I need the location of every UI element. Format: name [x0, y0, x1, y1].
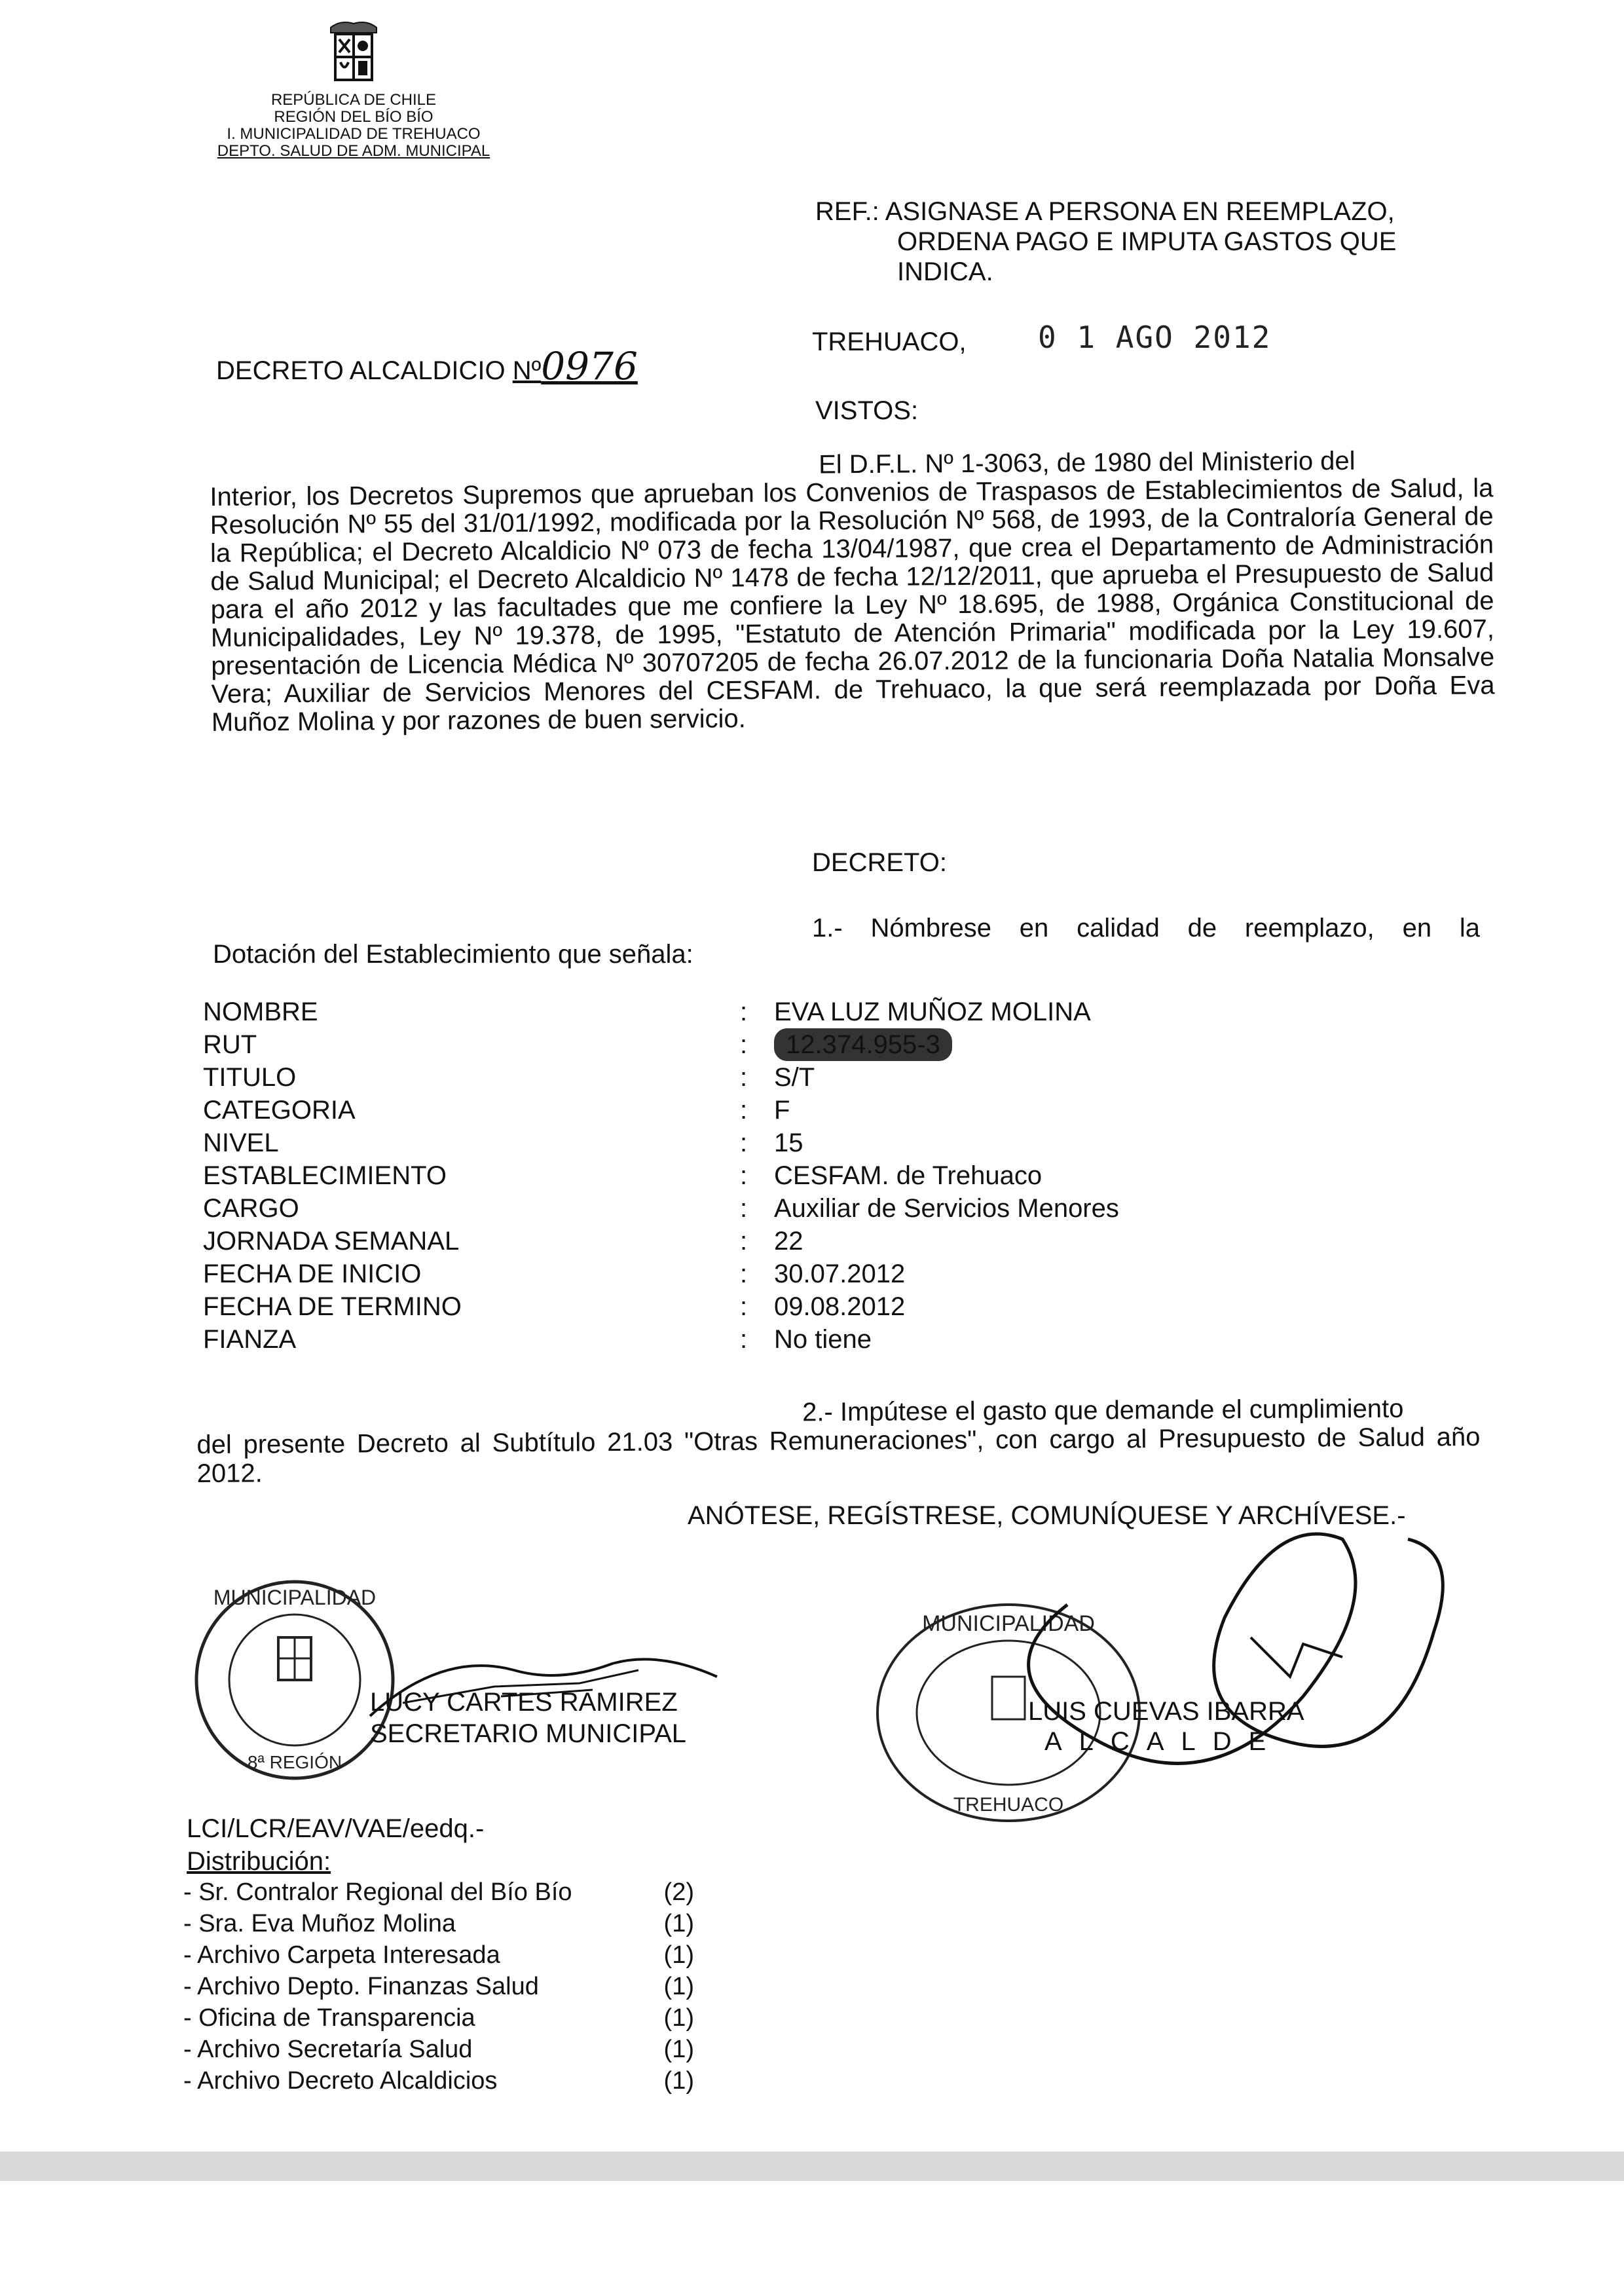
secretary-title: SECRETARIO MUNICIPAL [370, 1719, 687, 1748]
distribution-item: - Oficina de Transparencia [183, 2004, 475, 2032]
svg-text:8ª REGIÓN: 8ª REGIÓN [247, 1752, 342, 1772]
vistos-first-line: El D.F.L. Nº 1-3063, de 1980 del Ministerio del [818, 446, 1356, 479]
letterhead-line: I. MUNICIPALIDAD DE TREHUACO [227, 125, 481, 143]
field-row [203, 1159, 1218, 1192]
field-row [203, 1290, 1218, 1323]
distribution-item: - Archivo Depto. Finanzas Salud [183, 1973, 539, 2000]
field-colon: : [740, 998, 748, 1026]
mayor-block [1028, 1696, 1304, 1757]
field-value: 15 [774, 1129, 803, 1157]
field-value: 09.08.2012 [774, 1292, 906, 1321]
point-2-body: del presente Decreto al Subtítulo 21.03 "Otras Remuneraciones", con cargo al Presupuesto de Salud año 2012. [196, 1423, 1481, 1488]
list-item [183, 2002, 694, 2034]
decreto-heading: DECRETO: [812, 848, 947, 877]
svg-text:TREHUACO: TREHUACO [953, 1794, 1064, 1816]
distribution-list [183, 1876, 694, 2097]
appointment-fields [203, 996, 1218, 1356]
field-label: TITULO [203, 1063, 297, 1092]
dotacion-label: Dotación del Establecimiento que señala: [213, 940, 693, 969]
scan-edge [0, 2152, 1624, 2181]
distribution-count: (1) [663, 1910, 694, 1937]
initials: LCI/LCR/EAV/VAE/eedq.- [187, 1814, 485, 1843]
field-row [203, 1127, 1218, 1159]
distribution-item: - Archivo Secretaría Salud [183, 2036, 473, 2063]
letterhead-line: REPÚBLICA DE CHILE [270, 91, 437, 109]
field-colon: : [740, 1096, 748, 1125]
mayor-signature [884, 1526, 1486, 1840]
date-stamp: 0 1 AGO 2012 [1038, 320, 1272, 355]
letterhead [196, 92, 511, 160]
field-colon: : [740, 1161, 748, 1190]
field-label: CARGO [203, 1194, 299, 1223]
secretary-block [370, 1687, 686, 1749]
secretary-name: LUCY CARTES RAMIREZ [370, 1688, 678, 1717]
list-item [183, 2065, 694, 2097]
field-value: 22 [774, 1227, 803, 1256]
field-label: NOMBRE [203, 998, 318, 1026]
field-row [203, 1225, 1218, 1258]
field-colon: : [740, 1063, 748, 1092]
field-label: RUT [203, 1030, 257, 1059]
svg-text:MUNICIPALIDAD: MUNICIPALIDAD [922, 1611, 1095, 1636]
reference-block [815, 196, 1396, 287]
distribution-item: - Archivo Decreto Alcaldicios [183, 2067, 498, 2095]
vistos-heading: VISTOS: [815, 396, 919, 425]
field-value: Auxiliar de Servicios Menores [774, 1194, 1119, 1223]
field-label: FIANZA [203, 1325, 297, 1354]
letterhead-line: DEPTO. SALUD DE ADM. MUNICIPAL [217, 142, 490, 160]
municipal-crest-icon [321, 20, 386, 92]
field-colon: : [740, 1259, 748, 1288]
field-row [203, 1061, 1218, 1094]
field-value: No tiene [774, 1325, 872, 1354]
field-label: FECHA DE INICIO [203, 1259, 422, 1288]
field-row [203, 1192, 1218, 1225]
field-row [203, 1028, 1218, 1061]
decree-label: DECRETO ALCALDICIO [216, 356, 506, 385]
distribution-item: - Archivo Carpeta Interesada [183, 1941, 500, 1969]
field-value: CESFAM. de Trehuaco [774, 1161, 1043, 1190]
field-colon: : [740, 1129, 748, 1157]
mayor-title: ALCALDE [1044, 1727, 1283, 1756]
decree-handwritten-number: 0976 [541, 344, 638, 388]
redacted-rut: 12.374.955-3 [774, 1028, 952, 1061]
distribution-count: (1) [663, 2036, 694, 2063]
distribution-item: - Sra. Eva Muñoz Molina [183, 1910, 456, 1937]
field-colon: : [740, 1030, 748, 1059]
decree-no-label: Nº [512, 356, 542, 385]
mayor-name: LUIS CUEVAS IBARRA [1028, 1697, 1304, 1726]
letterhead-line: REGIÓN DEL BÍO BÍO [274, 108, 434, 126]
field-label: JORNADA SEMANAL [203, 1227, 460, 1256]
closing-formula: ANÓTESE, REGÍSTRESE, COMUNÍQUESE Y ARCHÍVESE.- [688, 1501, 1406, 1530]
distribution-count: (1) [663, 2067, 694, 2095]
field-value: F [774, 1096, 790, 1125]
vistos-body: Interior, los Decretos Supremos que aprueban los Convenios de Traspasos de Establecimientos de Salud, la Resolución Nº 55 del 31/01/1992, modificada por la Resolución Nº 568, de 1993, de la Contraloría General de la República; el Decreto Alcaldicio Nº 073 de fecha 13/04/1987, que crea el Departamento de Administración de Salud Municipal; el Decreto Alcaldicio Nº 1478 de fecha 12/12/2011, que aprueba el Presupuesto de Salud para el año 2012 y las facultades que me confiere la Ley Nº 18.695, de 1988, Orgánica Constitucional de Municipalidades, Ley Nº 19.378, de 1995, "Estatuto de Atención Primaria" modificada por la Ley 19.607, presentación de Licencia Médica Nº 30707205 de fecha 26.07.2012 de la funcionaria Doña Natalia Monsalve Vera; Auxiliar de Servicios Menores del CESFAM. de Trehuaco, la que será reemplazada por Doña Eva Muñoz Molina y por razones de buen servicio. [210, 474, 1495, 737]
field-colon: : [740, 1227, 748, 1256]
field-value: EVA LUZ MUÑOZ MOLINA [774, 998, 1091, 1026]
field-label: FECHA DE TERMINO [203, 1292, 462, 1321]
field-row [203, 1094, 1218, 1127]
field-label: ESTABLECIMIENTO [203, 1161, 447, 1190]
ref-label: REF.: [815, 197, 879, 226]
point-2-paragraph [196, 1394, 1481, 1488]
list-item [183, 2034, 694, 2065]
field-colon: : [740, 1325, 748, 1354]
point-2-first-line: 2.- Impútese el gasto que demande el cumplimiento [802, 1394, 1404, 1427]
field-label: NIVEL [203, 1129, 279, 1157]
list-item [183, 1939, 694, 1971]
list-item [183, 1876, 694, 1908]
field-row [203, 1323, 1218, 1356]
field-value: 30.07.2012 [774, 1259, 906, 1288]
ref-line: ASIGNASE A PERSONA EN REEMPLAZO, [885, 197, 1395, 226]
vistos-paragraph [210, 446, 1495, 737]
field-value: S/T [774, 1063, 815, 1092]
ref-line: ORDENA PAGO E IMPUTA GASTOS QUE [897, 227, 1397, 256]
distribution-count: (1) [663, 1973, 694, 2000]
distribution-count: (2) [663, 1878, 694, 1906]
list-item [183, 1908, 694, 1939]
distribution-count: (1) [663, 2004, 694, 2032]
field-row [203, 996, 1218, 1028]
distribution-item: - Sr. Contralor Regional del Bío Bío [183, 1878, 572, 1906]
list-item [183, 1971, 694, 2002]
field-row [203, 1258, 1218, 1290]
distribution-count: (1) [663, 1941, 694, 1969]
distribution-title: Distribución: [187, 1847, 331, 1876]
ref-line: INDICA. [897, 257, 993, 286]
place: TREHUACO, [812, 327, 967, 356]
decree-number [216, 344, 638, 388]
field-colon: : [740, 1292, 748, 1321]
field-label: CATEGORIA [203, 1096, 356, 1125]
point-1: 1.- Nómbrese en calidad de reemplazo, en la [812, 914, 1480, 942]
field-colon: : [740, 1194, 748, 1223]
svg-text:MUNICIPALIDAD: MUNICIPALIDAD [213, 1586, 377, 1609]
